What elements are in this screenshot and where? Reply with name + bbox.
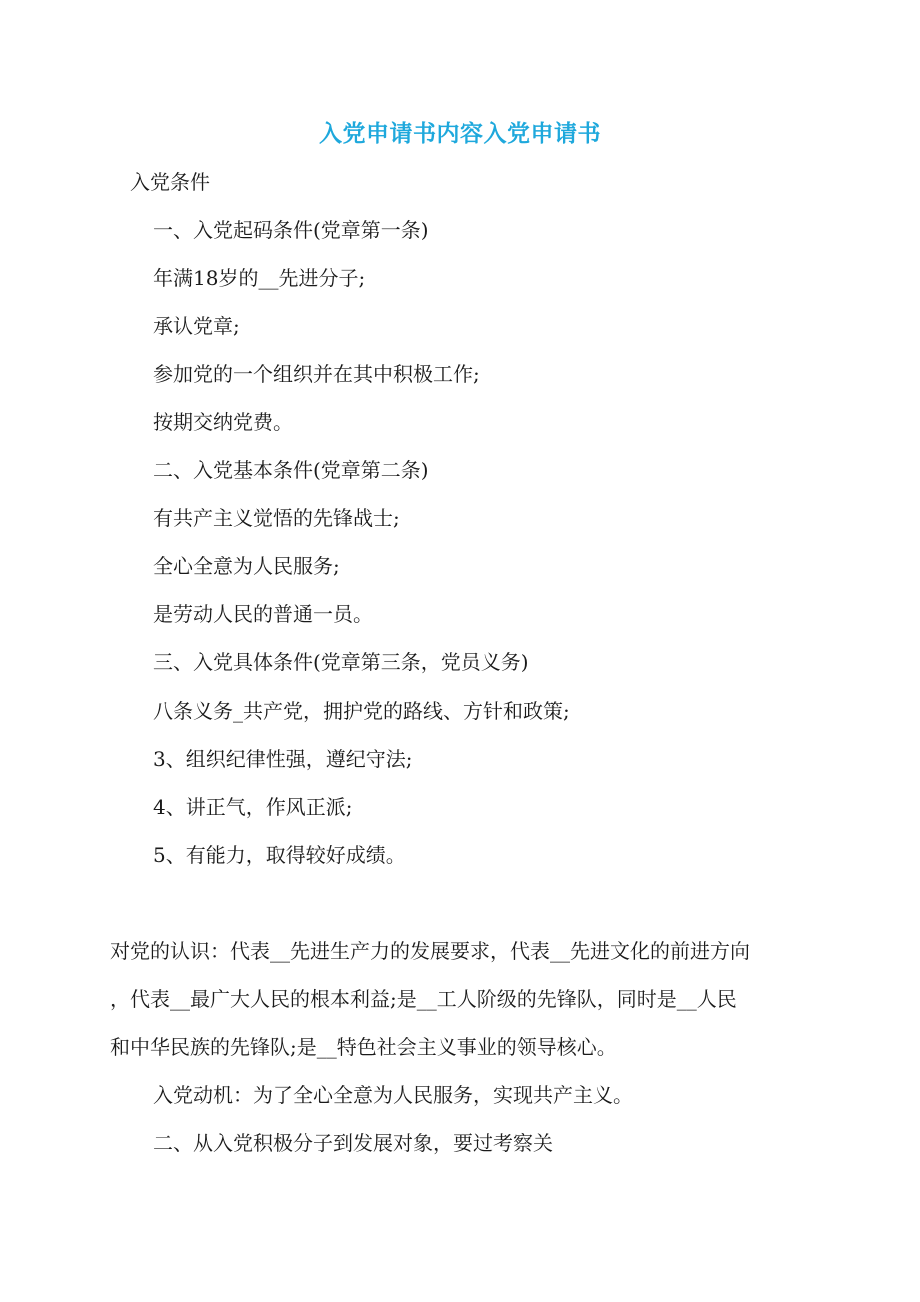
condition-item: 有共产主义觉悟的先锋战士; [153,506,400,530]
condition-item: 是劳动人民的普通一员。 [153,602,373,626]
condition-heading-1: 一、入党起码条件(党章第一条) [153,218,429,242]
condition-item: 4、讲正气，作风正派; [153,795,353,819]
condition-item: 5、有能力，取得较好成绩。 [153,843,406,867]
condition-heading-3: 三、入党具体条件(党章第三条，党员义务) [153,650,529,674]
motivation-line: 入党动机：为了全心全意为人民服务，实现共产主义。 [153,1083,633,1107]
paragraph-line: 和中华民族的先锋队;是__特色社会主义事业的领导核心。 [110,1035,617,1059]
paragraph-line: 对党的认识：代表__先进生产力的发展要求，代表__先进文化的前进方向 [110,939,750,963]
section-heading-2: 二、从入党积极分子到发展对象，要过考察关 [153,1131,553,1155]
condition-item: 全心全意为人民服务; [153,554,340,578]
document-title: 入党申请书内容入党申请书 [319,120,601,147]
condition-heading-2: 二、入党基本条件(党章第二条) [153,458,429,482]
section-heading: 入党条件 [130,170,210,194]
condition-item: 参加党的一个组织并在其中积极工作; [153,362,480,386]
condition-item: 3、组织纪律性强，遵纪守法; [153,747,413,771]
condition-item: 年满18岁的__先进分子; [153,266,366,290]
condition-item: 承认党章; [153,314,240,338]
condition-item: 按期交纳党费。 [153,410,293,434]
paragraph-line: ，代表__最广大人民的根本利益;是__工人阶级的先锋队，同时是__人民 [110,987,737,1011]
condition-item: 八条义务_共产党，拥护党的路线、方针和政策; [153,699,570,723]
